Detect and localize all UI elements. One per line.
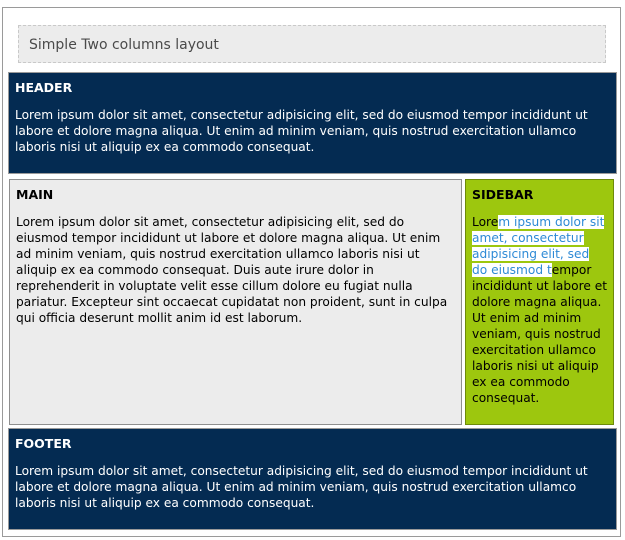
header-section [8,72,617,174]
sidebar-text-end: empor incididunt ut labore et dolore magna aliqua. Ut enim ad minim veniam, quis nostrud exercitation ullamco laboris nisi ut aliquip ex ea commodo consequat. [472,263,607,405]
sidebar-text [472,214,607,406]
main-text: Lorem ipsum dolor sit amet, consectetur adipisicing elit, sed do eiusmod tempor incididunt ut labore et dolore magna aliqua. Ut enim ad minim veniam, quis nostrud exercitation ullamco laboris nisi ut aliquip ex ea commodo consequat. Duis aute irure dolor in reprehenderit in voluptate velit esse cillum dolore eu fugiat nulla pariatur. Excepteur sint occaecat cupidatat non proident, sunt in culpa qui officia deserunt mollit anim id est laborum. [16,215,448,325]
header-heading: HEADER [15,80,73,95]
footer-heading: FOOTER [15,436,72,451]
footer-text: Lorem ipsum dolor sit amet, consectetur adipisicing elit, sed do eiusmod tempor incididunt ut labore et dolore magna aliqua. Ut enim ad minim veniam, quis nostrud exercitation ullamco laboris nisi ut aliquip ex ea commodo consequat. [15,464,588,510]
sidebar-section [465,179,614,425]
page-title: Simple Two columns layout [18,25,606,63]
sidebar-text-selection[interactable]: m ipsum dolor sit amet, consectetur adipisicing elit, sed do eiusmod t [472,215,605,277]
sidebar-heading: SIDEBAR [472,187,534,202]
main-section [9,179,462,425]
sidebar-text-start: Lore [472,215,499,229]
footer-section [8,428,617,530]
header-text: Lorem ipsum dolor sit amet, consectetur adipisicing elit, sed do eiusmod tempor incididunt ut labore et dolore magna aliqua. Ut enim ad minim veniam, quis nostrud exercitation ullamco laboris nisi ut aliquip ex ea commodo consequat. [15,108,588,154]
main-heading: MAIN [16,187,54,202]
